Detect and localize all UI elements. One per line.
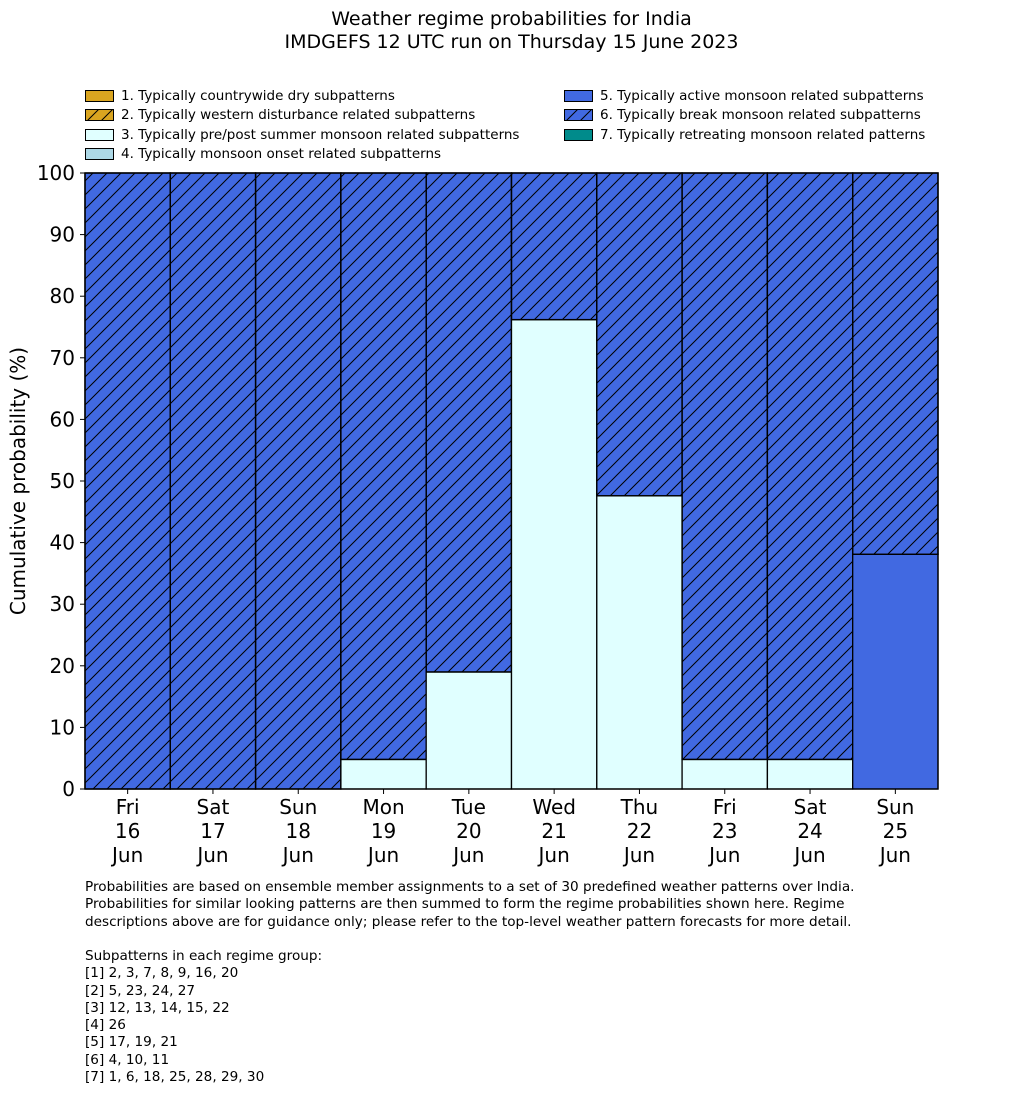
- y-tick-label: 70: [49, 345, 75, 370]
- bar-hatch-3-series-6: [256, 173, 341, 789]
- legend-label-1: 1. Typically countrywide dry subpatterns: [121, 87, 395, 104]
- bar-hatch-10-series-6: [853, 173, 938, 554]
- y-tick-label: 60: [49, 407, 75, 432]
- x-tick-label: Jun: [879, 843, 911, 867]
- y-tick-label: 100: [36, 161, 75, 185]
- x-tick-label: Jun: [709, 843, 741, 867]
- bar-segment-6-series-3: [512, 320, 597, 789]
- x-tick-label: 22: [626, 819, 653, 843]
- x-tick-label: Jun: [282, 843, 314, 867]
- x-tick-label: Jun: [453, 843, 485, 867]
- chart-title: Weather regime probabilities for India: [331, 8, 692, 30]
- bar-hatch-1-series-6: [85, 173, 170, 789]
- bar-hatch-9-series-6: [767, 173, 852, 759]
- x-tick-label: 17: [200, 819, 226, 843]
- subpatterns-list: Subpatterns in each regime group: [1] 2, 3, 7, 8, 9, 16, 20 [2] 5, 23, 24, 27 [3] 12, 13, 14, 15, 22 [4] 26 [5] 17, 19, 21 [6] 4, 10, 11 [7] 1, 6, 18, 25, 28, 29, 30: [85, 948, 323, 1086]
- bar-segment-10-series-5: [853, 554, 938, 789]
- x-tick-label: Fri: [115, 795, 140, 819]
- bar-segment-7-series-3: [597, 496, 682, 789]
- bar-hatch-2-series-6: [170, 173, 255, 789]
- x-tick-label: Sun: [876, 795, 915, 819]
- x-tick-label: 18: [285, 819, 311, 843]
- bars-layer: [85, 173, 938, 789]
- y-tick-label: 20: [49, 653, 75, 678]
- x-tick-label: Wed: [532, 795, 576, 819]
- legend-label-4: 4. Typically monsoon onset related subpatterns: [121, 146, 442, 163]
- x-tick-label: Sat: [793, 795, 827, 819]
- legend-label-5: 5. Typically active monsoon related subpatterns: [600, 87, 924, 104]
- legend-label-2: 2. Typically western disturbance related subpatterns: [121, 107, 476, 124]
- bar-segment-5-series-3: [426, 672, 511, 789]
- y-tick-label: 10: [49, 715, 75, 740]
- chart-subtitle: IMDGEFS 12 UTC run on Thursday 15 June 2023: [284, 31, 739, 53]
- x-tick-label: Fri: [712, 795, 737, 819]
- x-tick-label: 20: [456, 819, 482, 843]
- x-tick-label: 19: [370, 819, 397, 843]
- y-tick-label: 0: [62, 777, 75, 801]
- x-tick-label: Jun: [794, 843, 826, 867]
- x-tick-label: Jun: [538, 843, 570, 867]
- x-tick-label: Mon: [362, 795, 405, 819]
- x-tick-label: 25: [882, 819, 909, 843]
- x-tick-label: Jun: [197, 843, 229, 867]
- notes-paragraph: Probabilities are based on ensemble member assignments to a set of 30 predefined weather patterns over India. Probabilities for similar looking patterns are then summed to form the regime probabilities shown here. Regime descriptions above are for guidance only; please refer to the top-level weather pattern forecasts for more detail.: [85, 879, 855, 930]
- bar-segment-4-series-3: [341, 759, 426, 789]
- x-tick-label: 21: [541, 819, 567, 843]
- x-tick-label: Thu: [620, 795, 659, 819]
- bar-hatch-7-series-6: [597, 173, 682, 496]
- y-tick-label: 50: [49, 469, 75, 493]
- y-tick-label: 40: [49, 530, 75, 555]
- legend-label-3: 3. Typically pre/post summer monsoon related subpatterns: [121, 126, 520, 143]
- x-tick-label: 23: [712, 819, 738, 843]
- x-tick-label: Jun: [623, 843, 656, 867]
- x-tick-label: Sat: [196, 795, 230, 819]
- y-tick-label: 90: [49, 222, 75, 247]
- x-tick-label: Tue: [451, 795, 486, 819]
- bar-hatch-5-series-6: [426, 173, 511, 672]
- x-tick-label: Jun: [367, 843, 400, 867]
- x-tick-label: Jun: [112, 843, 144, 867]
- bar-hatch-6-series-6: [512, 173, 597, 320]
- y-axis-label: Cumulative probability (%): [6, 346, 30, 616]
- x-tick-label: Sun: [279, 795, 318, 819]
- bar-segment-9-series-3: [767, 759, 852, 789]
- y-tick-label: 80: [49, 284, 75, 309]
- legend-label-6: 6. Typically break monsoon related subpatterns: [600, 107, 921, 124]
- bar-hatch-8-series-6: [682, 173, 767, 759]
- y-tick-label: 30: [49, 592, 75, 617]
- bar-segment-8-series-3: [682, 759, 767, 789]
- x-tick-label: 16: [114, 819, 141, 843]
- bar-hatch-4-series-6: [341, 173, 426, 759]
- x-tick-label: 24: [797, 819, 823, 843]
- legend-label-7: 7. Typically retreating monsoon related patterns: [600, 126, 926, 143]
